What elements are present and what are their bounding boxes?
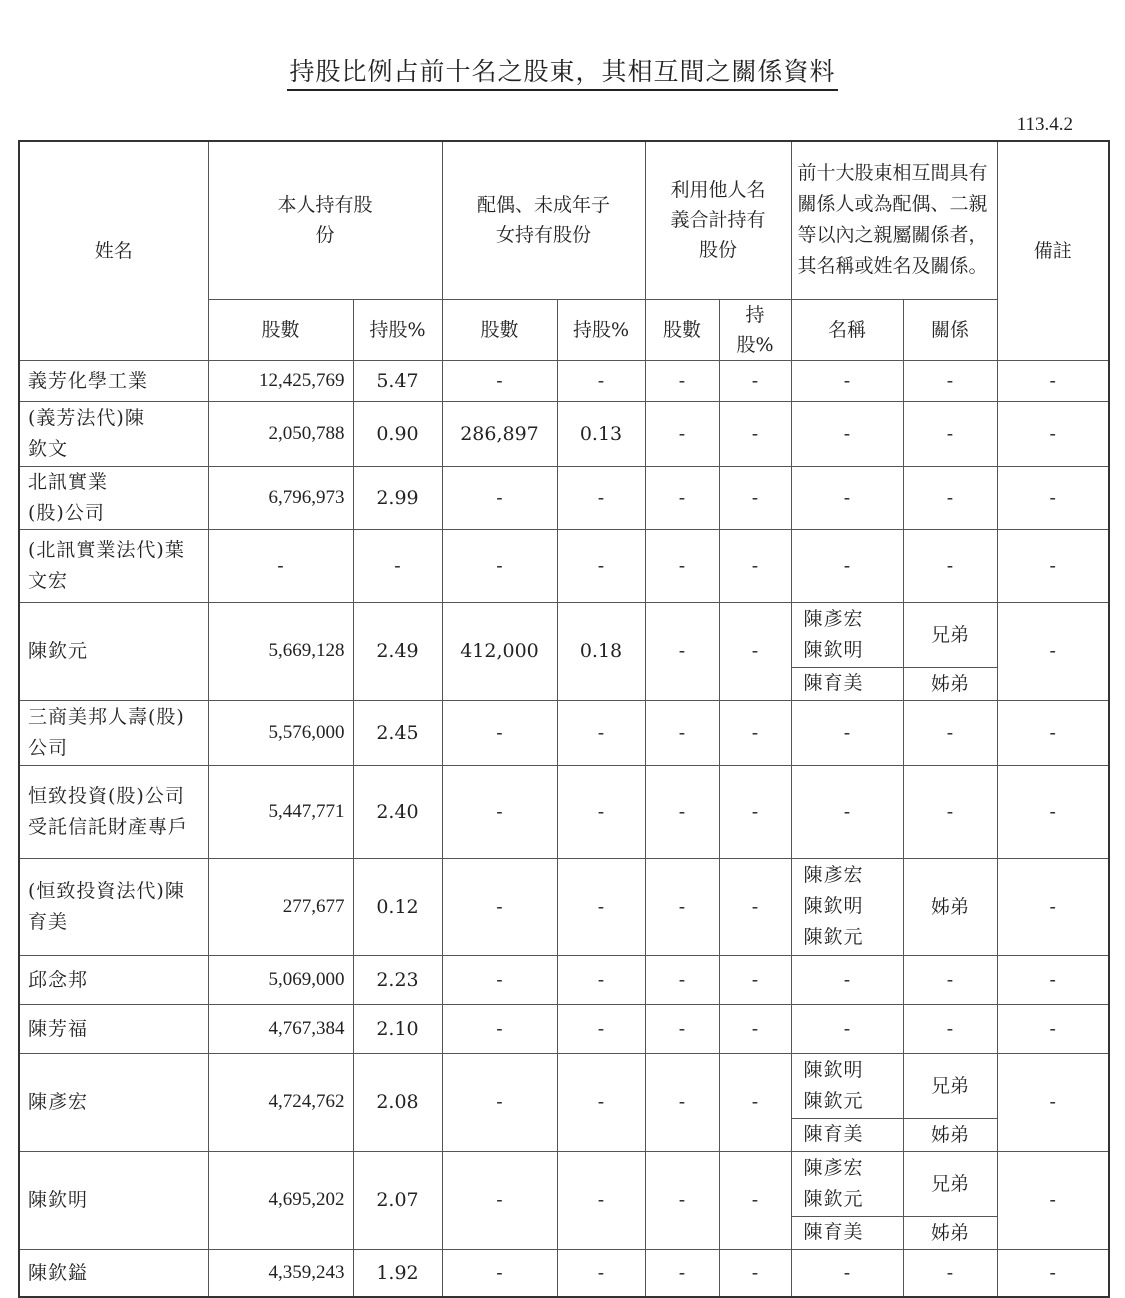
self-pct: 2.49 (353, 602, 442, 700)
spouse-pct: - (557, 858, 645, 955)
header-self-pct: 持股% (353, 299, 442, 360)
spouse-shares: - (442, 765, 557, 858)
related-name: - (791, 765, 903, 858)
nominee-pct: - (719, 700, 791, 765)
self-pct: - (353, 529, 442, 602)
related-relation: - (903, 700, 997, 765)
header-rel-name: 名稱 (791, 299, 903, 360)
spouse-pct: 0.18 (557, 602, 645, 700)
remark: - (997, 529, 1109, 602)
shareholder-name: 陳芳福 (19, 1004, 208, 1053)
related-name: - (791, 360, 903, 401)
header-nominee-text: 利用他人名義合計持有股份 (670, 179, 766, 262)
remark: - (997, 1151, 1109, 1249)
spouse-pct: - (557, 1053, 645, 1151)
table-row (19, 1004, 1109, 1053)
self-pct: 2.40 (353, 765, 442, 858)
self-pct: 2.10 (353, 1004, 442, 1053)
nominee-shares: - (645, 700, 719, 765)
self-shares: 4,359,243 (208, 1249, 353, 1297)
related-name-item: 陳彥宏 (803, 607, 864, 630)
remark: - (997, 401, 1109, 466)
related-name-item: 陳育美 (803, 672, 864, 694)
related-name (791, 1053, 903, 1118)
nominee-pct: - (719, 1151, 791, 1249)
nominee-shares: - (645, 401, 719, 466)
remark: - (997, 602, 1109, 700)
related-relation: 兄弟 (903, 602, 997, 667)
related-name-item: 陳欽明 (803, 895, 864, 917)
shareholder-name-text: (義芳法代)陳欽文 (28, 406, 145, 460)
nominee-pct: - (719, 1053, 791, 1151)
nominee-shares: - (645, 529, 719, 602)
header-remark: 備註 (997, 141, 1109, 360)
remark: - (997, 1053, 1109, 1151)
related-name (791, 1118, 903, 1151)
table-row (19, 602, 1109, 667)
header-spouse-text: 配偶、未成年子女持有股份 (476, 194, 610, 247)
self-shares: 5,669,128 (208, 602, 353, 700)
header-related (791, 141, 997, 299)
header-nominee-shares: 股數 (645, 299, 719, 360)
nominee-shares: - (645, 858, 719, 955)
self-shares: 12,425,769 (208, 360, 353, 401)
table-row (19, 700, 1109, 765)
spouse-pct: - (557, 1151, 645, 1249)
self-pct: 2.08 (353, 1053, 442, 1151)
related-name (791, 602, 903, 667)
header-spouse (442, 141, 645, 299)
spouse-shares: - (442, 1053, 557, 1151)
document-title (0, 52, 1125, 88)
table-row (19, 360, 1109, 401)
table-row (19, 1249, 1109, 1297)
self-shares: 5,069,000 (208, 955, 353, 1004)
remark: - (997, 1004, 1109, 1053)
header-self-shares: 股數 (208, 299, 353, 360)
self-pct: 0.12 (353, 858, 442, 955)
nominee-pct: - (719, 360, 791, 401)
related-name (791, 1151, 903, 1216)
self-shares: 2,050,788 (208, 401, 353, 466)
shareholder-name-text: (北訊實業法代)葉文宏 (28, 538, 185, 592)
self-shares: 6,796,973 (208, 466, 353, 529)
self-pct: 2.99 (353, 466, 442, 529)
spouse-pct: 0.13 (557, 401, 645, 466)
spouse-pct: - (557, 1004, 645, 1053)
related-relation: - (903, 529, 997, 602)
related-relation: - (903, 765, 997, 858)
title-text: 持股比例占前十名之股東，其相互間之關係資料 (287, 57, 837, 91)
nominee-pct: - (719, 955, 791, 1004)
remark: - (997, 1249, 1109, 1297)
shareholder-name: 義芳化學工業 (19, 360, 208, 401)
related-name-item: 陳欽元 (803, 1089, 864, 1112)
remark: - (997, 858, 1109, 955)
spouse-shares: - (442, 529, 557, 602)
nominee-shares: - (645, 765, 719, 858)
related-name (791, 1216, 903, 1249)
spouse-shares: - (442, 1249, 557, 1297)
related-relation: - (903, 466, 997, 529)
table-row (19, 765, 1109, 858)
related-name: - (791, 1004, 903, 1053)
related-name-item: 陳育美 (803, 1123, 864, 1145)
nominee-shares: - (645, 1151, 719, 1249)
related-relation: - (903, 955, 997, 1004)
related-name (791, 858, 903, 955)
spouse-shares: - (442, 466, 557, 529)
header-nominee (645, 141, 791, 299)
nominee-pct: - (719, 1004, 791, 1053)
nominee-shares: - (645, 360, 719, 401)
self-shares: 5,576,000 (208, 700, 353, 765)
self-pct: 2.45 (353, 700, 442, 765)
spouse-pct: - (557, 529, 645, 602)
shareholder-name (19, 401, 208, 466)
shareholder-name: 邱念邦 (19, 955, 208, 1004)
related-relation: 兄弟 (903, 1151, 997, 1216)
self-shares: 4,695,202 (208, 1151, 353, 1249)
header-row-main (19, 141, 1109, 299)
spouse-shares: - (442, 955, 557, 1004)
related-relation: 姊弟 (903, 1216, 997, 1249)
shareholder-name: 陳欽明 (19, 1151, 208, 1249)
related-relation: - (903, 360, 997, 401)
related-relation: - (903, 1004, 997, 1053)
spouse-shares: - (442, 1004, 557, 1053)
shareholder-name: 陳欽元 (19, 602, 208, 700)
table-body (19, 141, 1109, 1297)
related-name-item: 陳彥宏 (803, 864, 864, 886)
table-row (19, 1151, 1109, 1216)
header-related-text: 前十大股東相互間具有關係人或為配偶、二親等以內之親屬關係者，其名稱或姓名及關係。 (797, 162, 988, 278)
related-name-item: 陳彥宏 (803, 1156, 864, 1179)
related-name-item: 陳欽明 (803, 638, 864, 661)
table-row (19, 858, 1109, 955)
shareholder-name: 陳欽鎰 (19, 1249, 208, 1297)
related-relation: 姊弟 (903, 1118, 997, 1151)
shareholder-name-text: 北訊實業(股)公司 (28, 470, 109, 524)
header-self-text: 本人持有股份 (277, 194, 373, 247)
header-name: 姓名 (19, 141, 208, 360)
related-relation: - (903, 401, 997, 466)
table-row (19, 955, 1109, 1004)
remark: - (997, 360, 1109, 401)
header-nominee-pct: 持股% (719, 299, 791, 360)
related-name: - (791, 466, 903, 529)
spouse-pct: - (557, 466, 645, 529)
self-shares: - (208, 529, 353, 602)
related-name: - (791, 955, 903, 1004)
nominee-pct: - (719, 602, 791, 700)
header-rel-relation: 關係 (903, 299, 997, 360)
shareholder-name-text: (恒致投資法代)陳育美 (28, 879, 185, 933)
spouse-shares: - (442, 858, 557, 955)
remark: - (997, 955, 1109, 1004)
shareholder-name (19, 700, 208, 765)
nominee-shares: - (645, 602, 719, 700)
related-name-item: 陳欽元 (803, 926, 864, 948)
shareholder-name: 陳彥宏 (19, 1053, 208, 1151)
self-pct: 2.07 (353, 1151, 442, 1249)
self-shares: 277,677 (208, 858, 353, 955)
shareholder-name (19, 765, 208, 858)
shareholder-name (19, 858, 208, 955)
report-date: 113.4.2 (1016, 114, 1073, 135)
related-name-item: 陳欽元 (803, 1187, 864, 1210)
related-relation: - (903, 1249, 997, 1297)
self-pct: 1.92 (353, 1249, 442, 1297)
nominee-shares: - (645, 955, 719, 1004)
self-shares: 4,724,762 (208, 1053, 353, 1151)
nominee-shares: - (645, 1004, 719, 1053)
header-self (208, 141, 442, 299)
remark: - (997, 700, 1109, 765)
remark: - (997, 765, 1109, 858)
nominee-pct: - (719, 1249, 791, 1297)
spouse-shares: 412,000 (442, 602, 557, 700)
self-pct: 2.23 (353, 955, 442, 1004)
shareholder-table (18, 140, 1110, 1298)
table-row (19, 529, 1109, 602)
nominee-shares: - (645, 1249, 719, 1297)
related-name: - (791, 700, 903, 765)
table-row (19, 466, 1109, 529)
spouse-shares: - (442, 1151, 557, 1249)
self-pct: 5.47 (353, 360, 442, 401)
table-row (19, 1053, 1109, 1118)
spouse-shares: 286,897 (442, 401, 557, 466)
related-name: - (791, 529, 903, 602)
self-shares: 4,767,384 (208, 1004, 353, 1053)
shareholder-name (19, 466, 208, 529)
nominee-pct: - (719, 858, 791, 955)
related-name (791, 667, 903, 700)
shareholder-name-text: 三商美邦人壽(股)公司 (28, 705, 185, 759)
header-spouse-pct: 持股% (557, 299, 645, 360)
nominee-shares: - (645, 1053, 719, 1151)
related-name-item: 陳欽明 (803, 1058, 864, 1081)
spouse-shares: - (442, 700, 557, 765)
spouse-pct: - (557, 700, 645, 765)
nominee-shares: - (645, 466, 719, 529)
shareholder-name-text: 恒致投資(股)公司受託信託財產專戶 (28, 784, 189, 838)
spouse-pct: - (557, 765, 645, 858)
table-row (19, 401, 1109, 466)
related-name-item: 陳育美 (803, 1221, 864, 1243)
nominee-pct: - (719, 401, 791, 466)
spouse-pct: - (557, 1249, 645, 1297)
nominee-pct: - (719, 529, 791, 602)
related-name: - (791, 401, 903, 466)
related-relation: 兄弟 (903, 1053, 997, 1118)
related-name: - (791, 1249, 903, 1297)
remark: - (997, 466, 1109, 529)
nominee-pct: - (719, 466, 791, 529)
self-pct: 0.90 (353, 401, 442, 466)
header-spouse-shares: 股數 (442, 299, 557, 360)
related-relation: 姊弟 (903, 858, 997, 955)
related-relation: 姊弟 (903, 667, 997, 700)
shareholder-name (19, 529, 208, 602)
nominee-pct: - (719, 765, 791, 858)
spouse-shares: - (442, 360, 557, 401)
spouse-pct: - (557, 955, 645, 1004)
self-shares: 5,447,771 (208, 765, 353, 858)
spouse-pct: - (557, 360, 645, 401)
